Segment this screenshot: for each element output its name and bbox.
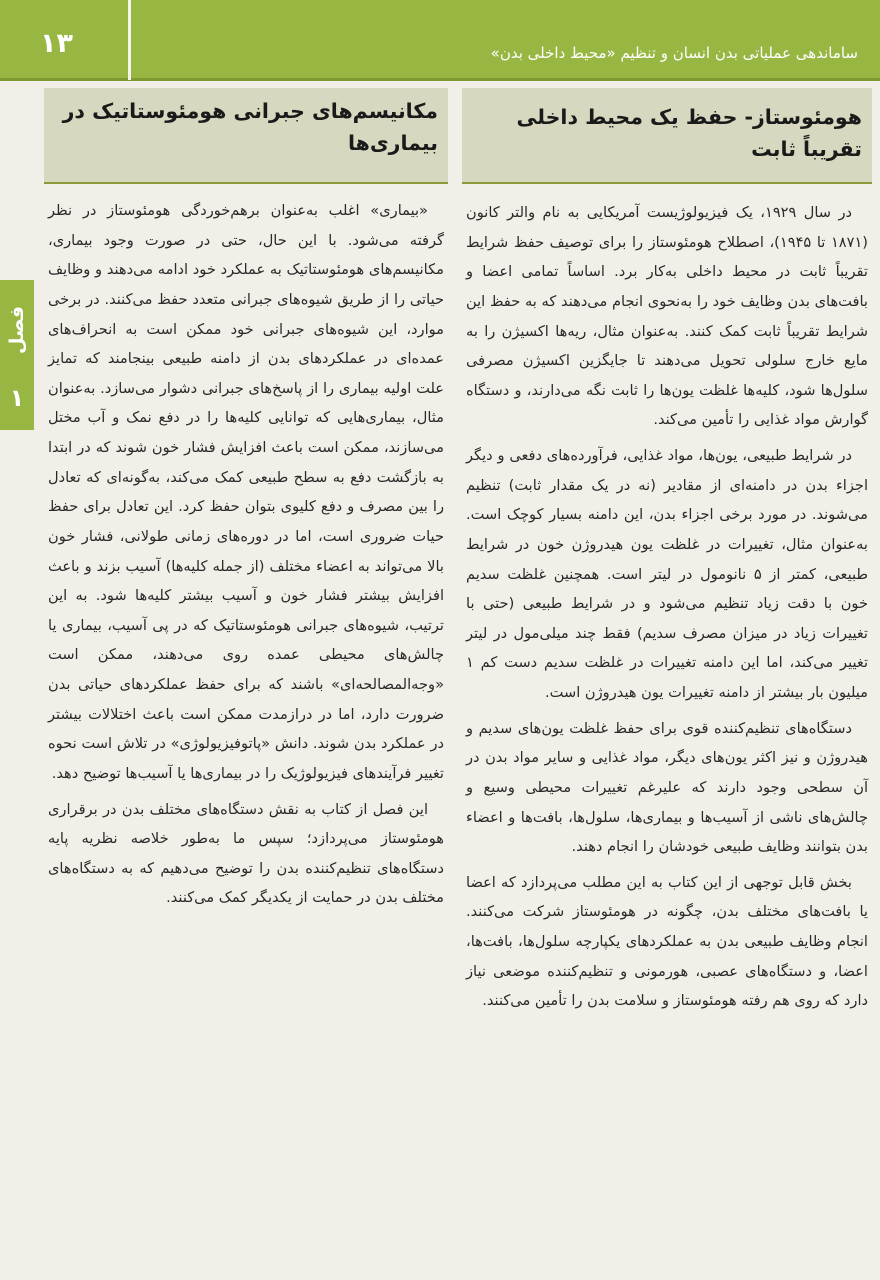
chapter-tab-number: ۱ [9,384,25,412]
header-separator [128,0,131,80]
paragraph: بخش قابل توجهی از این کتاب به این مطلب می‌پردازد که اعضا یا بافت‌های مختلف بدن، چگونه در هومئوستاز شرکت می‌کنند. انجام وظایف طبیعی بدن به عملکردهای یکپارچه سلول‌ها، بافت‌ها، اعضا، و دستگاه‌های عصبی، هورمونی و تنظیم‌کننده موضعی نیاز دارد که روی هم رفته هومئوستاز و سلامت بدن را تأمین می‌کنند. [466,873,868,1010]
paragraph: در شرایط طبیعی، یون‌ها، مواد غذایی، فرآورده‌های دفعی و دیگر اجزاء بدن در دامنه‌ای از مقادیر (نه در یک مقدار ثابت) تنظیم می‌شوند. در مورد برخی اجزاء بدن، این دامنه بسیار کوچک است. به‌عنوان مثال، تغییرات در غلظت یون هیدروژن خون در شرایط طبیعی، کمتر از ۵ نانومول در لیتر است. همچنین غلظت سدیم خون با دقت زیاد تنظیم می‌شود و در شرایط طبیعی (حتی با تغییرات زیاد در میزان مصرف سدیم) فقط چند میلی‌مول در لیتر تغییر می‌کند، اما این دامنه تغییرات در غلظت سدیم دست کم ۱ میلیون بار بیشتر از دامنه تغییرات یون هیدروژن است. [466,447,868,701]
section-heading-homeostasis: هومئوستاز- حفظ یک محیط داخلی تقریباً ثابت [462,88,872,184]
left-column [44,88,448,919]
chapter-tab-label: فصل [6,305,28,355]
section-heading-compensatory-mechanisms: مکانیسم‌های جبرانی هومئوستاتیک در بیماری‌ها [44,88,448,184]
left-column-body [44,184,448,913]
running-title: ساماندهی عملیاتی بدن انسان و تنظیم «محیط داخلی بدن» [490,44,858,62]
paragraph: «بیماری» اغلب به‌عنوان برهم‌خوردگی هومئوستاز در نظر گرفته می‌شود. با این حال، حتی در صورت وجود بیماری، مکانیسم‌های هومئوستاتیک به عملکرد خود ادامه می‌دهند و وظایف حیاتی را از طریق شیوه‌های جبرانی متعدد حفظ می‌کنند. در برخی موارد، این شیوه‌های جبرانی خود ممکن است به انحراف‌های عمده‌ای در عملکردهای بدن از دامنه طبیعی بینجامند که تمایز علت اولیه بیماری را از پاسخ‌های جبرانی دشوار می‌سازد. به‌عنوان مثال، بیماری‌هایی که توانایی کلیه‌ها را در دفع نمک و آب مختل می‌سازند، ممکن است باعث افزایش فشار خون شوند که در ابتدا به بازگشت دفع به سطح طبیعی کمک می‌کند، به‌گونه‌ای که تعادل را بین مصرف و دفع کلیوی بتوان حفظ کرد. این تعادل برای حفظ حیات ضروری است، اما در دوره‌های زمانی طولانی، فشار خون بالا می‌تواند به اعضاء مختلف (از جمله کلیه‌ها) آسیب بزند و باعث افزایش بیشتر فشار خون و آسیب بیشتر کلیه‌ها شود. به این ترتیب، شیوه‌های جبرانی هومئوستاتیک که در پی آسیب، بیماری یا چالش‌های محیطی عمده روی می‌دهند، ممکن است «وجه‌المصالحه‌ای» باشند که برای حفظ عملکردهای حیاتی بدن ضرورت دارد، اما در درازمدت ممکن است باعث اختلالات بیشتر در عملکرد بدن شوند. دانش «پاتوفیزیولوژی» در تلاش است نحوه تغییر فرآیندهای فیزیولوژیک را در بیماری‌ها یا آسیب‌ها توضیح دهد. [48,202,444,782]
right-column [462,88,872,1022]
right-column-body [462,184,872,1016]
header-divider [0,78,880,81]
page-number: ۱۳ [40,28,73,59]
page-header-bar [0,0,880,80]
paragraph: این فصل از کتاب به نقش دستگاه‌های مختلف بدن در برقراری هومئوستاز می‌پردازد؛ سپس ما به‌طور خلاصه نظریه پایه دستگاه‌های تنظیم‌کننده بدن را توضیح می‌دهیم که به دستگاه‌های مختلف بدن در حمایت از یکدیگر کمک می‌کنند. [48,800,444,907]
paragraph: در سال ۱۹۲۹، یک فیزیولوژیست آمریکایی به نام والتر کانون (۱۸۷۱ تا ۱۹۴۵)، اصطلاح هومئوستاز را برای توصیف حفظ شرایط تقریباً ثابت در محیط داخلی به‌کار برد. اساساً تمامی اعضا و بافت‌های بدن وظایف خود را به‌نحوی انجام می‌دهند که به حفظ این شرایط تقریباً ثابت کمک کنند. به‌عنوان مثال، ریه‌ها اکسیژن را به مایع خارج سلولی تحویل می‌دهند تا جایگزین اکسیژن مصرفی سلول‌ها شود، کلیه‌ها غلظت یون‌ها را ثابت نگه می‌دارند، و دستگاه گوارش مواد غذایی را تأمین می‌کند. [466,204,868,429]
paragraph: دستگاه‌های تنظیم‌کننده قوی برای حفظ غلظت یون‌های سدیم و هیدروژن و نیز اکثر یون‌های دیگر، مواد غذایی و سایر مواد بدن در آن سطحی وجود دارند که علیرغم تغییرات محیطی وسیع و چالش‌های ناشی از آسیب‌ها و بیماری‌ها، سلول‌ها، بافت‌ها و اعضاء بدن بتوانند وظایف طبیعی خودشان را انجام دهند. [466,719,868,856]
